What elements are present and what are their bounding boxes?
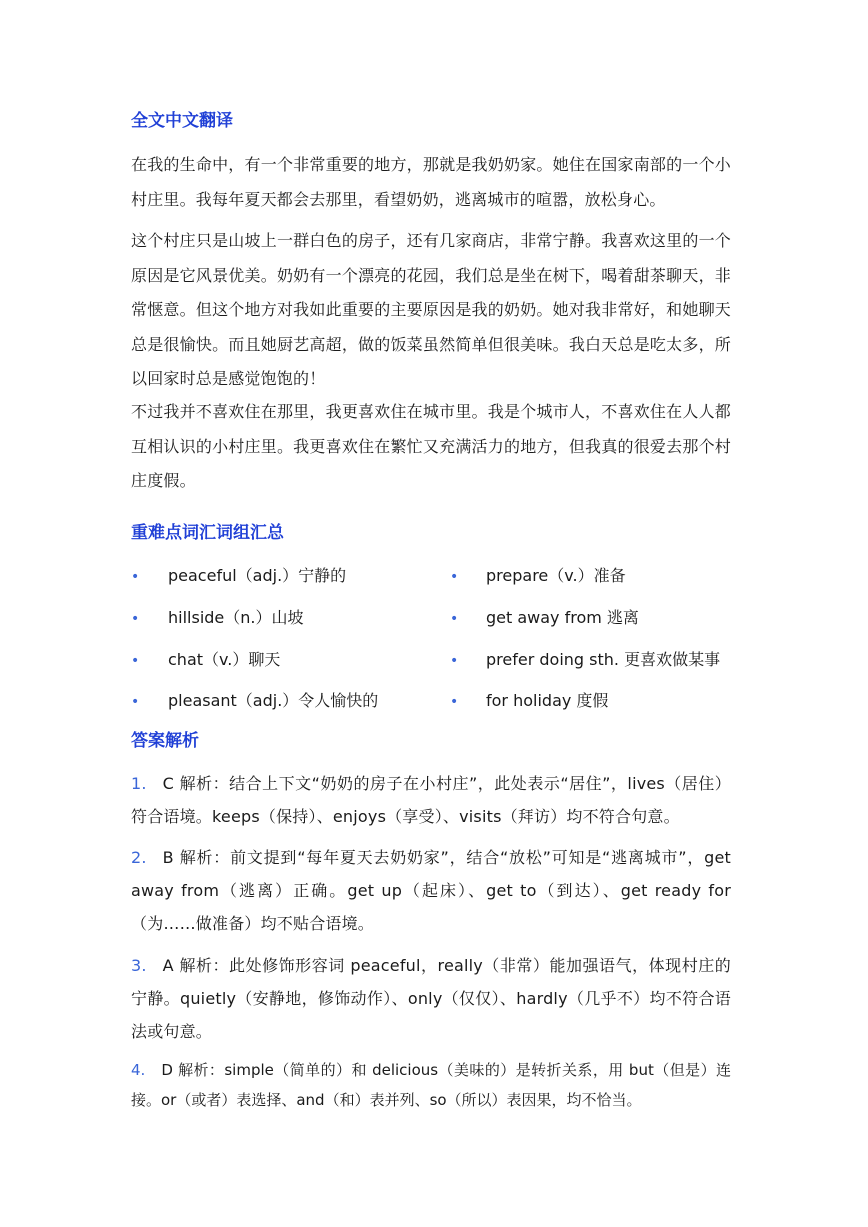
bullet-icon: • (450, 611, 459, 627)
vocab-item: for holiday 度假 (486, 691, 609, 710)
translation-paragraph-1: 在我的生命中，有一个非常重要的地方，那就是我奶奶家。她住在国家南部的一个小村庄里。我每年夏天都会去那里，看望奶奶，逃离城市的喧嚣，放松身心。 (131, 155, 731, 209)
answers-heading: 答案解析 (131, 731, 199, 751)
bullet-icon: • (131, 569, 140, 585)
answer-number: 4. (131, 1061, 146, 1079)
bullet-icon: • (450, 653, 459, 669)
vocab-item: get away from 逃离 (486, 608, 639, 627)
answer-text: C 解析：结合上下文“奶奶的房子在小村庄”，此处表示“居住”，lives（居住）符合语境。keeps（保持）、enjoys（享受）、visits（拜访）均不符合句意。 (131, 774, 731, 826)
vocab-item: chat（v.）聊天 (168, 650, 281, 669)
translation-paragraph-2: 这个村庄只是山坡上一群白色的房子，还有几家商店，非常宁静。我喜欢这里的一个原因是它风景优美。奶奶有一个漂亮的花园，我们总是坐在树下，喝着甜茶聊天，非常惬意。但这个地方对我如此重要的主要原因是我的奶奶。她对我非常好，和她聊天总是很愉快。而且她厨艺高超，做的饭菜虽然简单但很美味。我白天总是吃太多，所以回家时总是感觉饱饱的！ (131, 231, 731, 388)
vocab-heading: 重难点词汇词组汇总 (131, 523, 284, 543)
answer-text: D 解析：simple（简单的）和 delicious（美味的）是转折关系，用 but（但是）连接。or（或者）表选择、and（和）表并列、so（所以）表因果，均不恰当。 (131, 1061, 731, 1109)
vocab-item: peaceful（adj.）宁静的 (168, 566, 347, 585)
answer-number: 3. (131, 956, 147, 975)
bullet-icon: • (131, 653, 140, 669)
answer-item (131, 767, 731, 833)
vocab-item: prepare（v.）准备 (486, 566, 626, 585)
bullet-icon: • (450, 569, 459, 585)
bullet-icon: • (450, 694, 459, 710)
answer-number: 2. (131, 848, 147, 867)
answer-number: 1. (131, 774, 147, 793)
translation-heading: 全文中文翻译 (131, 111, 233, 131)
vocab-item: pleasant（adj.）令人愉快的 (168, 691, 379, 710)
bullet-icon: • (131, 611, 140, 627)
translation-paragraph-3: 不过我并不喜欢住在那里，我更喜欢住在城市里。我是个城市人，不喜欢住在人人都互相认识的小村庄里。我更喜欢住在繁忙又充满活力的地方，但我真的很爱去那个村庄度假。 (131, 402, 731, 490)
answer-text: A 解析：此处修饰形容词 peaceful，really（非常）能加强语气，体现村庄的宁静。quietly（安静地，修饰动作）、only（仅仅）、hardly（几乎不）均不符合语法或句意。 (131, 956, 731, 1041)
answer-item (131, 841, 731, 940)
answer-item (131, 949, 731, 1048)
bullet-icon: • (131, 694, 140, 710)
answer-item (131, 1055, 731, 1115)
vocab-item: prefer doing sth. 更喜欢做某事 (486, 650, 721, 669)
vocab-item: hillside（n.）山坡 (168, 608, 304, 627)
answer-text: B 解析：前文提到“每年夏天去奶奶家”，结合“放松”可知是“逃离城市”，get away from（逃离）正确。get up（起床）、get to（到达）、get ready for（为……做准备）均不贴合语境。 (131, 848, 731, 933)
